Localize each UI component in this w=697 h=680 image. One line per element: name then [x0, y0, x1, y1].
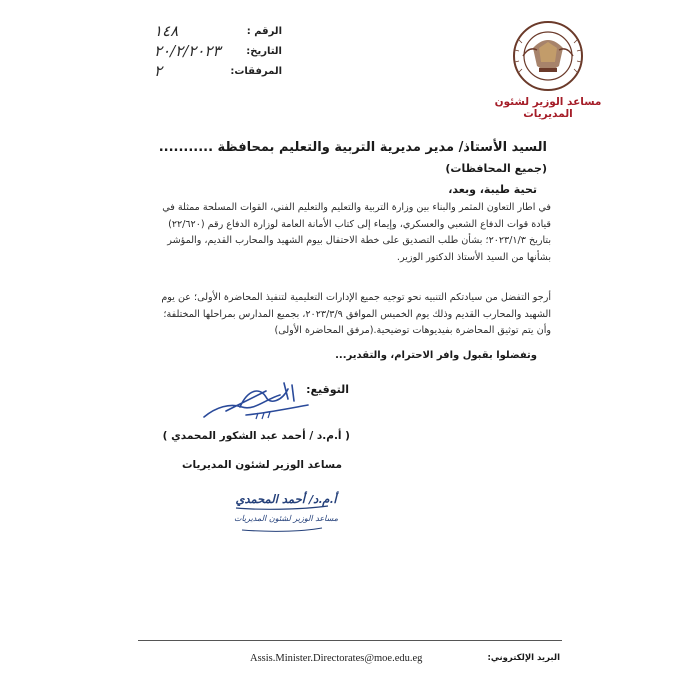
footer-email[interactable]: Assis.Minister.Directorates@moe.edu.eg — [250, 653, 423, 664]
body-paragraph-2: أرجو التفضل من سيادتكم التنبيه نحو توجيه جميع الإدارات التعليمية لتنفيذ المحاضرة الأولى؛ عن يوم الشهيد والمحارب القديم وذلك يوم الخميس الموافق ٢٠٢٣/٣/٩، بجميع المدارس بمراحلها المختلفة؛ وأن يتم توثيق المحاضرة بفيديوهات توضيحية.(مرفق المحاضرة الأولى) — [161, 292, 551, 336]
reference-attachments-label: المرفقات: — [230, 66, 282, 77]
reference-date-label: التاريخ: — [246, 46, 282, 57]
handwritten-signature-icon — [196, 377, 316, 427]
reference-attachments-row — [150, 62, 290, 82]
reference-number-row — [150, 22, 290, 42]
greeting-line: تحية طيبة، وبعد، — [448, 183, 537, 196]
signer-title: مساعد الوزير لشئون المديريات — [182, 459, 342, 471]
reference-date-value: ٢٠/٢/٢٠٢٣ — [154, 42, 221, 60]
reference-block — [150, 22, 290, 82]
ministry-emblem-icon — [493, 18, 603, 94]
footer-divider — [138, 640, 562, 641]
closing-line: وتفضلوا بقبول وافر الاحترام، والتقدير... — [335, 350, 537, 361]
reference-attachments-value: ٢ — [154, 62, 163, 80]
signature-label: التوقيع: — [306, 383, 349, 396]
signer-name: ( أ.م.د / أحمد عبد الشكور المحمدي ) — [162, 430, 350, 442]
footer-email-label: البريد الإلكتروني: — [487, 653, 560, 663]
reference-date-row — [150, 42, 290, 62]
reference-number-value: ١٤٨ — [154, 22, 179, 40]
reference-number-label: الرقم : — [246, 26, 282, 37]
stamp-name: أ.م.د/ أحمد المحمدي — [235, 492, 337, 506]
stamp-title: مساعد الوزير لشئون المديريات — [233, 514, 339, 523]
body-paragraph-1: في اطار التعاون المثمر والبناء بين وزارة التربية والتعليم والتعليم الفني، القوات المسلحة ممثلة في قيادة قوات الدفاع الشعبي والعسكري، وإيماء إلى كتاب الأمانة العامة لوزارة الدفاع رقم (٢٢/٦٢٠) بتاريخ ٢٠٢٣/١/٣؛ بشأن طلب التصديق على خطة الاحتفال بيوم الشهيد والمحارب القديم، والمؤشر بشأنها من السيد الأستاذ الدكتور الوزير. — [162, 202, 551, 263]
ministry-caption: مساعد الوزير لشئون المديريات — [494, 96, 602, 120]
addressee-line: السيد الأستاذ/ مدير مديرية التربية والتعليم بمحافظة ........... — [158, 140, 547, 155]
addressee-subline: (جميع المحافظات) — [445, 162, 547, 175]
